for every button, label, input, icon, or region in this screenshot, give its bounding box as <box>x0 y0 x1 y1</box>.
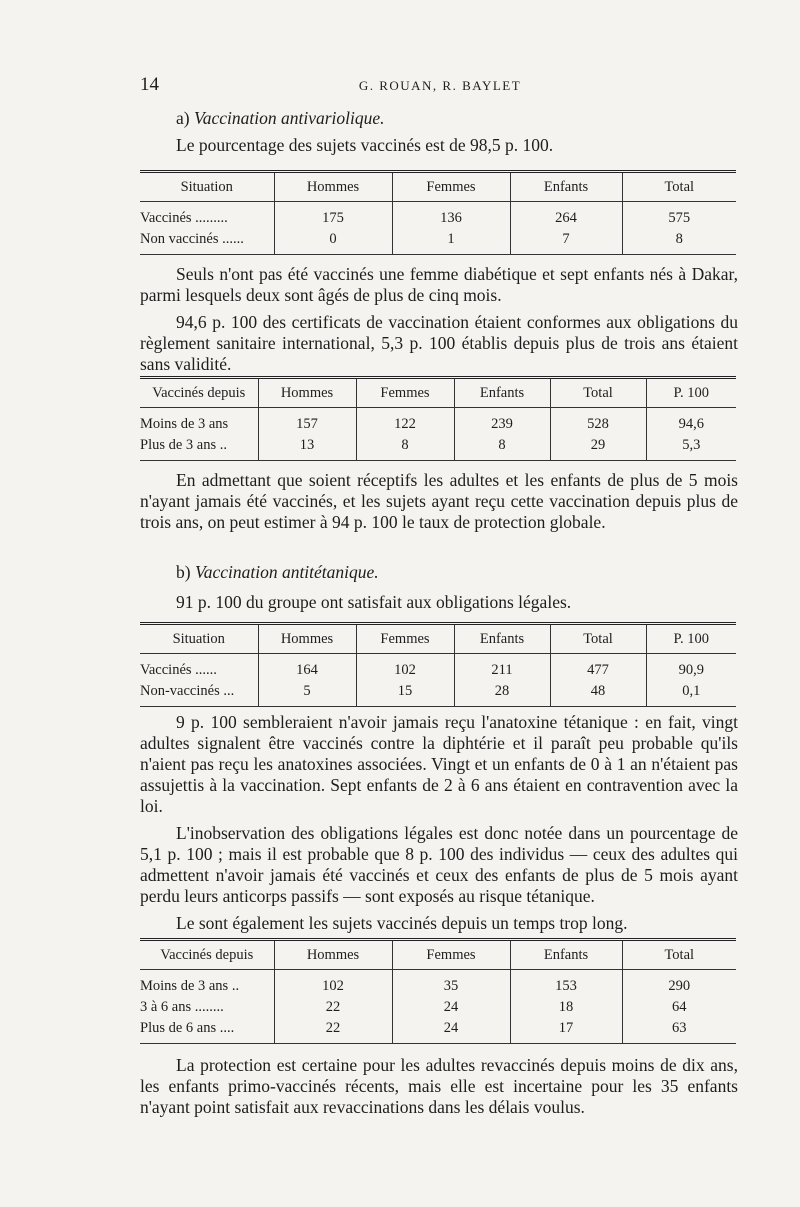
table-row <box>140 970 736 998</box>
table-header-row <box>140 378 736 408</box>
section-a-letter: a) <box>176 108 190 128</box>
column-header: Total <box>550 378 646 408</box>
column-header: Vaccinés depuis <box>140 940 274 970</box>
table-cell: 17 <box>510 1018 622 1044</box>
table-cell: 5,3 <box>646 435 736 461</box>
table-header-row <box>140 940 736 970</box>
table-header-row <box>140 172 736 202</box>
column-header: Hommes <box>274 172 392 202</box>
column-header: Situation <box>140 172 274 202</box>
row-label: Moins de 3 ans .. <box>140 978 240 994</box>
table-cell: 24 <box>392 997 510 1018</box>
row-label: Plus de 3 ans .. <box>140 435 258 461</box>
table-row <box>140 202 736 230</box>
row-label: Vaccinés ......... <box>140 210 228 226</box>
table-cell: 22 <box>274 1018 392 1044</box>
column-header: Femmes <box>356 624 454 654</box>
row-label: 3 à 6 ans ........ <box>140 999 224 1015</box>
section-b-title: Vaccination antitétanique. <box>194 562 379 582</box>
page-header <box>140 74 740 100</box>
table-row <box>140 1018 736 1044</box>
table-cell: 7 <box>510 229 622 255</box>
column-header: Enfants <box>510 940 622 970</box>
section-a-heading <box>176 108 385 129</box>
running-head-authors: G. ROUAN, R. BAYLET <box>358 78 522 93</box>
column-header: Hommes <box>274 940 392 970</box>
paragraph: La protection est certaine pour les adultes revaccinés depuis moins de dix ans, les enfants primo-vaccinés récents, mais elle est incertaine pour les 35 enfants n'ayant point satisfait aux revaccinations dans les délais voulus. <box>140 1055 738 1117</box>
section-a-intro: Le pourcentage des sujets vaccinés est de 98,5 p. 100. <box>176 135 554 155</box>
table-row <box>140 654 736 682</box>
section-b-intro: 91 p. 100 du groupe ont satisfait aux obligations légales. <box>176 592 572 612</box>
paragraph: En admettant que soient réceptifs les adultes et les enfants de plus de 5 mois n'ayant jamais été vaccinés, et les sujets ayant reçu cette vaccination depuis plus de trois ans, on peut estimer à 94 p. 100 le taux de protection globale. <box>140 470 738 532</box>
column-header: Total <box>550 624 646 654</box>
table-cell: 575 <box>622 202 736 230</box>
paragraph: 94,6 p. 100 des certificats de vaccination étaient conformes aux obligations du règlement sanitaire international, 5,3 p. 100 établis depuis plus de trois ans étaient sans validité. <box>140 312 738 374</box>
row-label: Plus de 6 ans .... <box>140 1018 274 1044</box>
table-cell: 1 <box>392 229 510 255</box>
paragraph: L'inobservation des obligations légales est donc notée dans un pourcentage de 5,1 p. 100 ; mais il est probable que 8 p. 100 des individus — ceux des adultes qui admettent n'avoir jamais été vaccinés et ceux des enfants de plus de 5 mois ayant perdu leurs anticorps passifs — sont exposés au risque tétanique. <box>140 823 738 906</box>
table-cell: 94,6 <box>646 408 736 436</box>
table-row <box>140 229 736 255</box>
paragraph: 9 p. 100 sembleraient n'avoir jamais reçu l'anatoxine tétanique : en fait, vingt adultes signalent être vaccinés contre la diphtérie et il paraît peu probable qu'ils n'aient pas reçu les anatoxines associées. Vingt et un enfants de 0 à 1 an n'étaient pas assujettis à la vaccination. Sept enfants de 2 à 6 ans étaient en contravention avec la loi. <box>140 712 738 816</box>
column-header: P. 100 <box>646 378 736 408</box>
table-smallpox-by-date <box>140 376 736 461</box>
table-cell: 24 <box>392 1018 510 1044</box>
table-cell: 175 <box>274 202 392 230</box>
table-cell: 153 <box>510 970 622 998</box>
table-cell: 18 <box>510 997 622 1018</box>
table-cell: 15 <box>356 681 454 707</box>
paragraphs-block-1 <box>140 264 738 375</box>
column-header: Total <box>622 172 736 202</box>
table-cell: 8 <box>356 435 454 461</box>
page-number: 14 <box>140 74 159 95</box>
column-header: Femmes <box>356 378 454 408</box>
column-header: Hommes <box>258 378 356 408</box>
table-cell: 8 <box>622 229 736 255</box>
row-label: Vaccinés ...... <box>140 662 217 678</box>
table-cell: 157 <box>258 408 356 436</box>
column-header: Femmes <box>392 172 510 202</box>
row-label: Moins de 3 ans <box>140 416 229 432</box>
column-header: Enfants <box>510 172 622 202</box>
table-cell: 264 <box>510 202 622 230</box>
column-header: Situation <box>140 624 258 654</box>
table-cell: 13 <box>258 435 356 461</box>
table-row <box>140 408 736 436</box>
column-header: Vaccinés depuis <box>140 378 258 408</box>
paragraphs-block-3 <box>140 712 738 934</box>
table-cell: 102 <box>356 654 454 682</box>
table-cell: 0,1 <box>646 681 736 707</box>
section-b-letter: b) <box>176 562 191 582</box>
table-cell: 290 <box>622 970 736 998</box>
table-cell: 63 <box>622 1018 736 1044</box>
table-cell: 28 <box>454 681 550 707</box>
section-a-intro-block <box>140 135 738 156</box>
column-header: Enfants <box>454 378 550 408</box>
section-b-heading <box>176 562 379 583</box>
column-header: Enfants <box>454 624 550 654</box>
table-cell: 22 <box>274 997 392 1018</box>
table-tetanus-by-group <box>140 622 736 707</box>
row-label: Non vaccinés ...... <box>140 229 274 255</box>
table-cell: 5 <box>258 681 356 707</box>
table-cell: 35 <box>392 970 510 998</box>
paragraph: Le sont également les sujets vaccinés depuis un temps trop long. <box>176 913 628 933</box>
column-header: Hommes <box>258 624 356 654</box>
table-row <box>140 435 736 461</box>
paragraphs-block-4 <box>140 1055 738 1118</box>
column-header: P. 100 <box>646 624 736 654</box>
table-cell: 477 <box>550 654 646 682</box>
section-b-intro-block <box>140 592 738 613</box>
section-a-title: Vaccination antivariolique. <box>193 108 385 128</box>
table-cell: 0 <box>274 229 392 255</box>
column-header: Femmes <box>392 940 510 970</box>
paragraph: Seuls n'ont pas été vaccinés une femme diabétique et sept enfants nés à Dakar, parmi lesquels deux sont âgés de plus de cinq mois. <box>140 264 738 305</box>
row-label: Non-vaccinés ... <box>140 681 258 707</box>
table-tetanus-by-date <box>140 938 736 1044</box>
table-cell: 64 <box>622 997 736 1018</box>
table-cell: 8 <box>454 435 550 461</box>
table-smallpox-by-group <box>140 170 736 255</box>
table-cell: 211 <box>454 654 550 682</box>
table-cell: 29 <box>550 435 646 461</box>
table-cell: 122 <box>356 408 454 436</box>
table-cell: 528 <box>550 408 646 436</box>
table-cell: 90,9 <box>646 654 736 682</box>
table-cell: 48 <box>550 681 646 707</box>
table-cell: 239 <box>454 408 550 436</box>
column-header: Total <box>622 940 736 970</box>
table-cell: 136 <box>392 202 510 230</box>
table-cell: 164 <box>258 654 356 682</box>
table-cell: 102 <box>274 970 392 998</box>
table-header-row <box>140 624 736 654</box>
table-row <box>140 997 736 1018</box>
paragraphs-block-2 <box>140 470 738 533</box>
table-row <box>140 681 736 707</box>
